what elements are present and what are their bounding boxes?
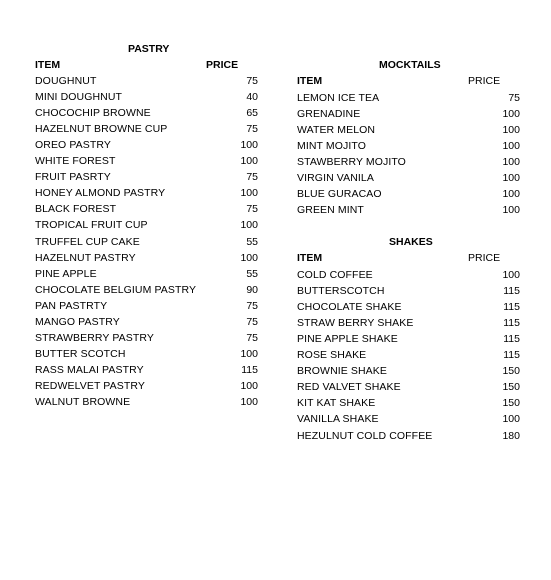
pastry-item-price: 100 <box>240 251 258 264</box>
shakes-row <box>297 363 520 379</box>
pastry-row <box>35 137 258 153</box>
shakes-item-name: CHOCOLATE SHAKE <box>297 301 402 314</box>
pastry-item-price: 75 <box>246 315 258 328</box>
shakes-item-name: HEZULNUT COLD COFFEE <box>297 429 433 442</box>
pastry-item-price: 100 <box>240 219 258 232</box>
mocktails-item-name: WATER MELON <box>297 124 376 137</box>
mocktails-item-price: 100 <box>502 140 520 153</box>
pastry-row <box>35 282 258 298</box>
pastry-row <box>35 169 258 185</box>
shakes-row <box>297 315 520 331</box>
pastry-item-name: BUTTER SCOTCH <box>35 347 126 360</box>
pastry-row <box>35 330 258 346</box>
pastry-item-name: HAZELNUT BROWNE CUP <box>35 123 168 136</box>
shakes-item-price: 115 <box>503 285 520 298</box>
pastry-item-name: TROPICAL FRUIT CUP <box>35 219 148 232</box>
mocktails-item-header: ITEM <box>297 75 323 87</box>
shakes-item-name: RED VALVET SHAKE <box>297 381 401 394</box>
shakes-item-name: PINE APPLE SHAKE <box>297 333 398 346</box>
mocktails-item-name: MINT MOJITO <box>297 140 366 153</box>
pastry-row <box>35 250 258 266</box>
pastry-item-price: 115 <box>241 363 258 376</box>
shakes-row <box>297 267 520 283</box>
mocktails-item-price: 100 <box>502 172 520 185</box>
shakes-row <box>297 428 520 444</box>
shakes-item-price: 150 <box>502 397 520 410</box>
shakes-item-header: ITEM <box>297 252 323 264</box>
shakes-item-price: 100 <box>502 269 520 281</box>
pastry-row <box>35 89 258 105</box>
pastry-item-name: MANGO PASTRY <box>35 315 120 328</box>
mocktails-row <box>297 186 520 202</box>
shakes-row <box>297 331 520 347</box>
pastry-item-price: 100 <box>240 396 258 408</box>
shakes-item-name: BUTTERSCOTCH <box>297 285 385 298</box>
pastry-row <box>35 153 258 169</box>
mocktails-item-price: 100 <box>502 156 520 169</box>
pastry-item-name: CHOCOLATE BELGIUM PASTRY <box>35 283 197 296</box>
pastry-row <box>35 234 258 250</box>
pastry-row <box>35 378 258 394</box>
mocktails-item-price: 100 <box>502 188 520 201</box>
shakes-item-price: 180 <box>502 429 520 442</box>
pastry-row <box>35 362 258 378</box>
shakes-item-price: 150 <box>502 381 520 394</box>
pastry-item-price: 100 <box>240 155 258 168</box>
pastry-item-price: 75 <box>246 203 258 216</box>
shakes-row <box>297 347 520 363</box>
pastry-item-price: 90 <box>246 283 258 296</box>
shakes-item-name: COLD COFFEE <box>297 269 373 281</box>
shakes-item-name: VANILLA SHAKE <box>297 413 379 426</box>
pastry-item-price: 75 <box>246 171 258 184</box>
pastry-item-price: 55 <box>246 267 258 280</box>
pastry-item-name: HAZELNUT PASTRY <box>35 251 136 264</box>
pastry-item-name: RASS MALAI PASTRY <box>35 363 144 376</box>
pastry-item-price: 75 <box>246 331 258 344</box>
pastry-item-header: ITEM <box>35 59 61 71</box>
pastry-item-price: 75 <box>246 75 258 87</box>
shakes-item-price: 115 <box>503 317 520 330</box>
pastry-item-name: REDWELVET PASTRY <box>35 379 145 392</box>
shakes-item-price: 115 <box>503 349 520 362</box>
pastry-item-price: 100 <box>240 139 258 152</box>
mocktails-row <box>297 106 520 122</box>
pastry-row <box>35 73 258 89</box>
pastry-item-name: TRUFFEL CUP CAKE <box>35 235 140 248</box>
shakes-row <box>297 379 520 395</box>
mocktails-row <box>297 154 520 170</box>
pastry-item-name: PINE APPLE <box>35 267 97 280</box>
pastry-price-header: PRICE <box>206 59 239 71</box>
pastry-row <box>35 201 258 217</box>
mocktails-item-price: 100 <box>502 108 520 121</box>
pastry-item-price: 75 <box>246 123 258 136</box>
pastry-item-name: OREO PASTRY <box>35 139 111 152</box>
pastry-item-price: 100 <box>240 187 258 200</box>
pastry-row <box>35 346 258 362</box>
shakes-item-name: BROWNIE SHAKE <box>297 365 387 378</box>
pastry-item-price: 40 <box>246 91 258 104</box>
pastry-item-price: 75 <box>246 299 258 312</box>
shakes-row <box>297 411 520 427</box>
pastry-row <box>35 314 258 330</box>
shakes-row <box>297 299 520 315</box>
mocktails-item-name: BLUE GURACAO <box>297 188 382 201</box>
pastry-item-name: MINI DOUGHNUT <box>35 91 123 104</box>
mocktails-item-price: 100 <box>502 204 520 217</box>
pastry-row <box>35 394 258 410</box>
pastry-item-price: 100 <box>240 347 258 360</box>
shakes-item-price: 115 <box>503 333 520 346</box>
shakes-row <box>297 395 520 411</box>
mocktails-item-name: GREEN MINT <box>297 204 364 217</box>
mocktails-row <box>297 138 520 154</box>
pastry-row <box>35 217 258 233</box>
pastry-item-name: PAN PASTRTY <box>35 299 108 312</box>
pastry-item-name: DOUGHNUT <box>35 75 97 87</box>
mocktails-item-price: 75 <box>508 92 520 104</box>
shakes-price-header: PRICE <box>468 252 501 264</box>
shakes-item-name: ROSE SHAKE <box>297 349 367 362</box>
pastry-item-price: 100 <box>240 379 258 392</box>
mocktails-item-name: STAWBERRY MOJITO <box>297 156 406 169</box>
pastry-row <box>35 298 258 314</box>
pastry-item-name: CHOCOCHIP BROWNE <box>35 107 151 120</box>
shakes-item-price: 150 <box>502 365 520 378</box>
shakes-item-name: KIT KAT SHAKE <box>297 397 376 410</box>
shakes-item-price: 115 <box>503 301 520 314</box>
pastry-item-name: HONEY ALMOND PASTRY <box>35 187 166 200</box>
mocktails-title: MOCKTAILS <box>379 59 441 71</box>
mocktails-item-name: GRENADINE <box>297 108 361 121</box>
pastry-row <box>35 266 258 282</box>
pastry-item-price: 55 <box>246 235 258 248</box>
pastry-title: PASTRY <box>128 43 170 55</box>
pastry-item-price: 65 <box>246 107 258 120</box>
pastry-row <box>35 105 258 121</box>
pastry-item-name: FRUIT PASRTY <box>35 171 111 184</box>
pastry-item-name: WHITE FOREST <box>35 155 116 168</box>
mocktails-item-name: LEMON ICE TEA <box>297 92 380 104</box>
pastry-item-name: WALNUT BROWNE <box>35 396 131 408</box>
mocktails-row <box>297 90 520 106</box>
pastry-row <box>35 121 258 137</box>
mocktails-row <box>297 170 520 186</box>
shakes-item-price: 100 <box>502 413 520 426</box>
mocktails-item-price: 100 <box>502 124 520 137</box>
pastry-item-name: STRAWBERRY PASTRY <box>35 331 154 344</box>
pastry-row <box>35 185 258 201</box>
pastry-item-name: BLACK FOREST <box>35 203 117 216</box>
shakes-row <box>297 283 520 299</box>
shakes-item-name: STRAW BERRY SHAKE <box>297 317 414 330</box>
mocktails-row <box>297 122 520 138</box>
mocktails-row <box>297 202 520 218</box>
mocktails-price-header: PRICE <box>468 75 501 87</box>
mocktails-item-name: VIRGIN VANILA <box>297 172 374 185</box>
shakes-title: SHAKES <box>389 236 433 248</box>
